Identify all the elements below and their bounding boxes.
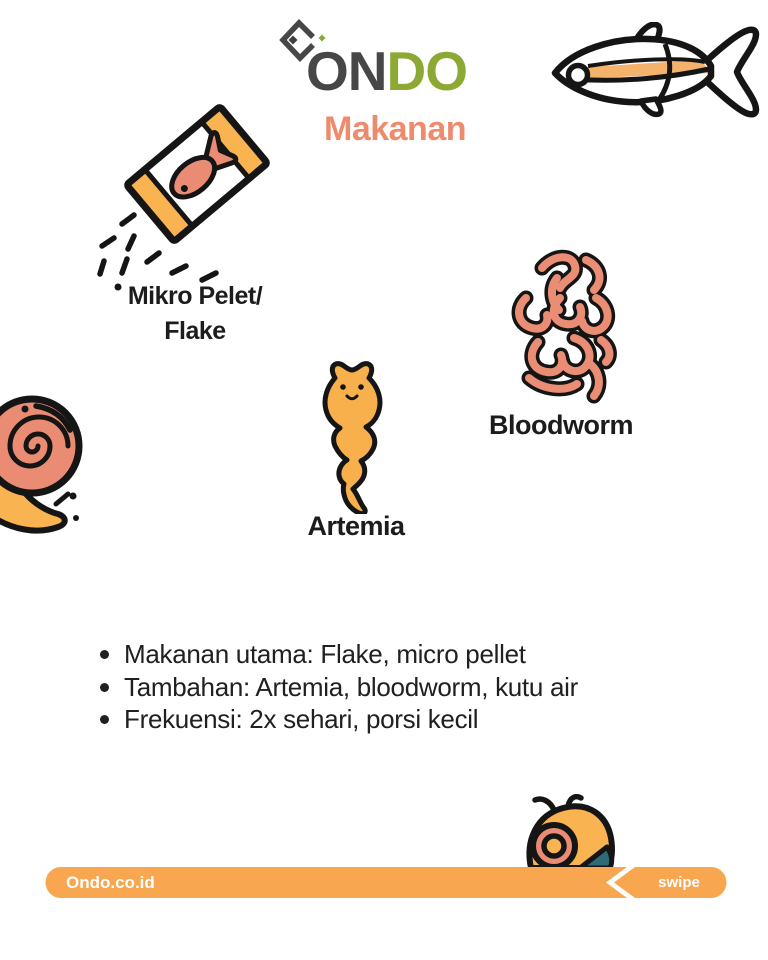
artemia-eye-right: [358, 384, 364, 390]
brand-logo-do: DO: [386, 40, 467, 102]
list-item: Makanan utama: Flake, micro pellet: [96, 638, 676, 671]
swipe-button[interactable]: swipe: [658, 874, 700, 891]
food-label-mikro-line1: Mikro Pelet/: [127, 282, 263, 310]
artemia-shrimp-illustration: [302, 356, 402, 514]
brand-logo-text: [306, 40, 467, 102]
bloodworm-cluster-illustration: [502, 244, 632, 404]
list-item: Frekuensi: 2x sehari, porsi kecil: [96, 703, 676, 736]
artemia-eye-left: [340, 384, 346, 390]
brand-logo-on: ON: [306, 40, 387, 102]
tetra-fish-illustration: [543, 22, 763, 122]
feeding-notes-list: [96, 638, 676, 736]
list-item: Tambahan: Artemia, bloodworm, kutu air: [96, 671, 676, 704]
food-packet-sprinkle-illustration: [92, 96, 292, 291]
snail-large-illustration: [0, 388, 108, 540]
page-title: Makanan: [324, 110, 466, 148]
food-label-mikro-pelet: [70, 279, 320, 349]
food-label-mikro-line2: Flake: [164, 317, 226, 345]
footer-site-label: Ondo.co.id: [66, 873, 155, 892]
food-label-artemia: Artemia: [307, 511, 405, 541]
food-label-bloodworm: Bloodworm: [489, 410, 633, 440]
